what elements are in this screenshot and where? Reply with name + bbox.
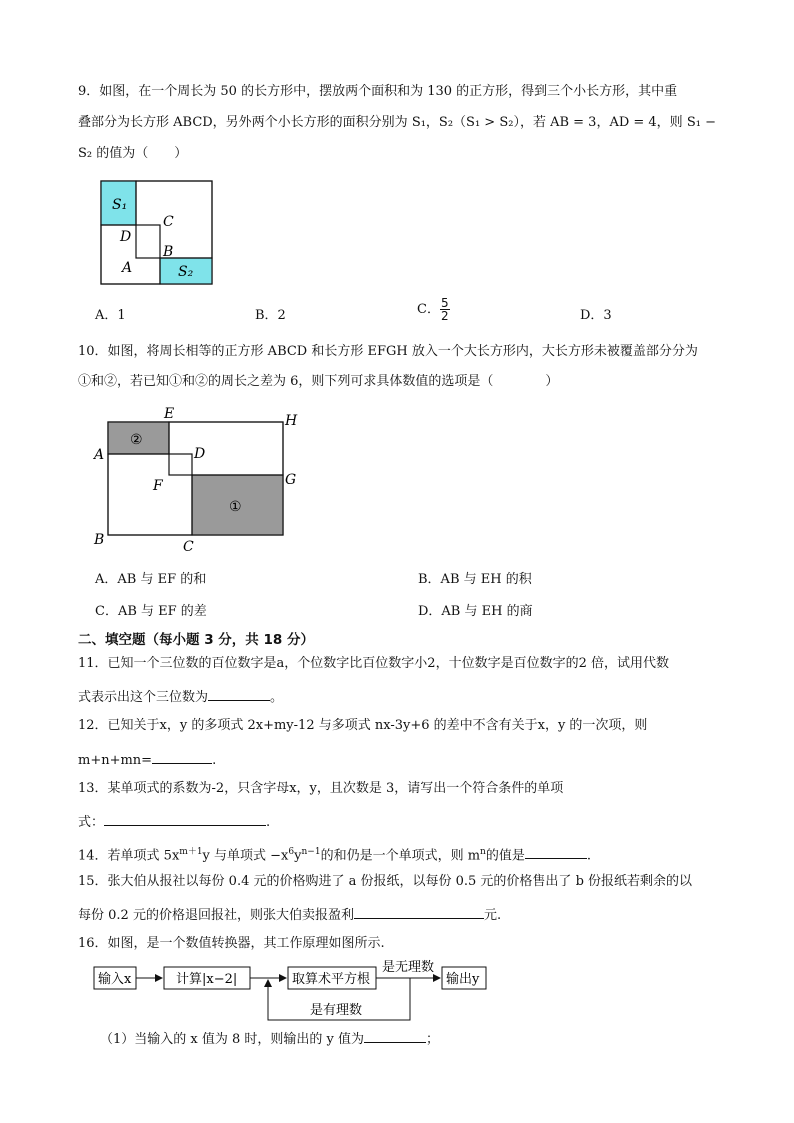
q9-line-3: S₂ 的值为（ ） <box>78 146 188 161</box>
q14-part-b: y 与单项式 −x <box>202 848 289 864</box>
q16-sub-1 <box>100 1028 439 1050</box>
q9-option-c-prefix: C． <box>417 302 440 317</box>
q13-line-1: 13．某单项式的系数为-2，只含字母x，y，且次数是 3，请写出一个符合条件的单项 <box>78 781 564 796</box>
q12-answer-blank[interactable] <box>152 749 212 764</box>
q10-figure <box>88 402 308 558</box>
q9-option-b: B．2 <box>255 308 286 323</box>
q14-part-e: 的值是 <box>485 848 525 864</box>
q16-answer-blank[interactable] <box>364 1028 426 1043</box>
q10-line-2: ①和②，若已知①和②的周长之差为 6，则下列可求具体数值的选项是（ ） <box>78 374 559 389</box>
q16-sub-1-text: （1）当输入的 x 值为 8 时，则输出的 y 值为 <box>100 1032 365 1047</box>
label-g: G <box>285 472 297 488</box>
q14-part-c: y <box>294 848 302 864</box>
q9-option-a: A．1 <box>95 308 126 323</box>
q9-option-c-fraction <box>440 297 450 322</box>
q14-answer-blank[interactable] <box>525 844 587 859</box>
fraction-denominator: 2 <box>440 309 449 323</box>
q14-part-a: 14．若单项式 5x <box>78 848 180 864</box>
q14-exponent-3: n−1 <box>301 847 321 857</box>
label-s1: S₁ <box>112 197 128 213</box>
q12-text: m+n+mn= <box>78 753 153 768</box>
q14-line <box>78 842 591 866</box>
label-s2: S₂ <box>178 264 194 280</box>
flow-sqrt-label: 取算术平方根 <box>292 972 371 987</box>
q9-line-1: 9．如图，在一个周长为 50 的长方形中，摆放两个面积和为 130 的正方形，得到三个小长方形，其中重 <box>78 84 678 99</box>
q10-option-d: D．AB 与 EH 的商 <box>418 604 533 619</box>
q14-part-d: 的和仍是一个单项式，则 m <box>320 848 481 864</box>
flow-irrational-label: 是无理数 <box>382 960 435 975</box>
label-c: C <box>163 214 174 230</box>
q16-line-1: 16．如图，是一个数值转换器，其工作原理如图所示. <box>78 936 385 951</box>
label-region-1: ① <box>229 499 242 515</box>
label-d: D <box>120 229 132 245</box>
q15-line-1: 15．张大伯从报社以每份 0.4 元的价格购进了 a 份报纸，以每份 0.5 元的价格售出了 b 份报纸若剩余的以 <box>78 874 693 889</box>
label-e: E <box>164 406 175 422</box>
q10-option-b: B．AB 与 EH 的积 <box>418 572 532 587</box>
q13-end: . <box>266 815 271 830</box>
q14-exponent-2: 6 <box>288 847 295 857</box>
q11-answer-blank[interactable] <box>208 686 270 701</box>
q14-exponent-1: m＋1 <box>179 847 203 857</box>
section-heading: 二、填空题（每小题 3 分，共 18 分） <box>78 632 314 648</box>
label-d: D <box>194 446 206 462</box>
q16-flowchart <box>88 956 498 1026</box>
q10-option-c: C．AB 与 EF 的差 <box>95 604 207 619</box>
label-region-2: ② <box>130 432 143 448</box>
q9-option-c <box>417 297 450 322</box>
q16-sub-1-end: ； <box>426 1032 440 1047</box>
label-h: H <box>285 413 298 429</box>
flow-output-label: 输出y <box>446 972 480 987</box>
label-f: F <box>153 478 163 494</box>
q15-answer-blank[interactable] <box>354 904 484 919</box>
flow-rational-label: 是有理数 <box>310 1003 363 1018</box>
q11-line-1: 11．已知一个三位数的百位数字是a，个位数字比百位数字小2，十位数字是百位数字的2 倍，试用代数 <box>78 656 669 671</box>
label-b: B <box>94 532 105 548</box>
q14-end: . <box>586 848 591 864</box>
label-b: B <box>163 244 174 260</box>
flow-calc-label: 计算|x−2| <box>176 972 238 987</box>
q10-option-a: A．AB 与 EF 的和 <box>95 572 207 587</box>
label-a: A <box>122 260 133 276</box>
q15-end: 元. <box>483 908 502 923</box>
flow-input-label: 输入x <box>98 972 132 987</box>
q11-line-2 <box>78 686 283 708</box>
q9-figure <box>98 178 218 288</box>
q12-line-1: 12．已知关于x，y 的多项式 2x+my-12 与多项式 nx-3y+6 的差中不含有关于x，y 的一次项，则 <box>78 718 648 733</box>
q15-line-2 <box>78 904 501 926</box>
q13-text: 式： <box>78 815 105 830</box>
q15-text: 每份 0.2 元的价格退回报社，则张大伯卖报盈利 <box>78 908 354 923</box>
q13-answer-blank[interactable] <box>104 811 266 826</box>
fraction-numerator: 5 <box>440 296 449 310</box>
q9-option-d: D．3 <box>580 308 612 323</box>
q12-line-2 <box>78 749 216 771</box>
q11-end: 。 <box>270 690 284 705</box>
q9-line-2: 叠部分为长方形 ABCD，另外两个小长方形的面积分别为 S₁，S₂（S₁ > S₂），若 AB = 3，AD = 4，则 S₁ − <box>78 115 716 130</box>
q13-line-2 <box>78 811 270 833</box>
q12-end: . <box>212 753 217 768</box>
q11-text: 式表示出这个三位数为 <box>78 690 209 705</box>
label-a: A <box>94 447 105 463</box>
q10-line-1: 10．如图，将周长相等的正方形 ABCD 和长方形 EFGH 放入一个大长方形内，大长方形未被覆盖部分分为 <box>78 344 698 359</box>
label-c: C <box>183 539 194 555</box>
q14-exponent-4: n <box>480 847 486 857</box>
